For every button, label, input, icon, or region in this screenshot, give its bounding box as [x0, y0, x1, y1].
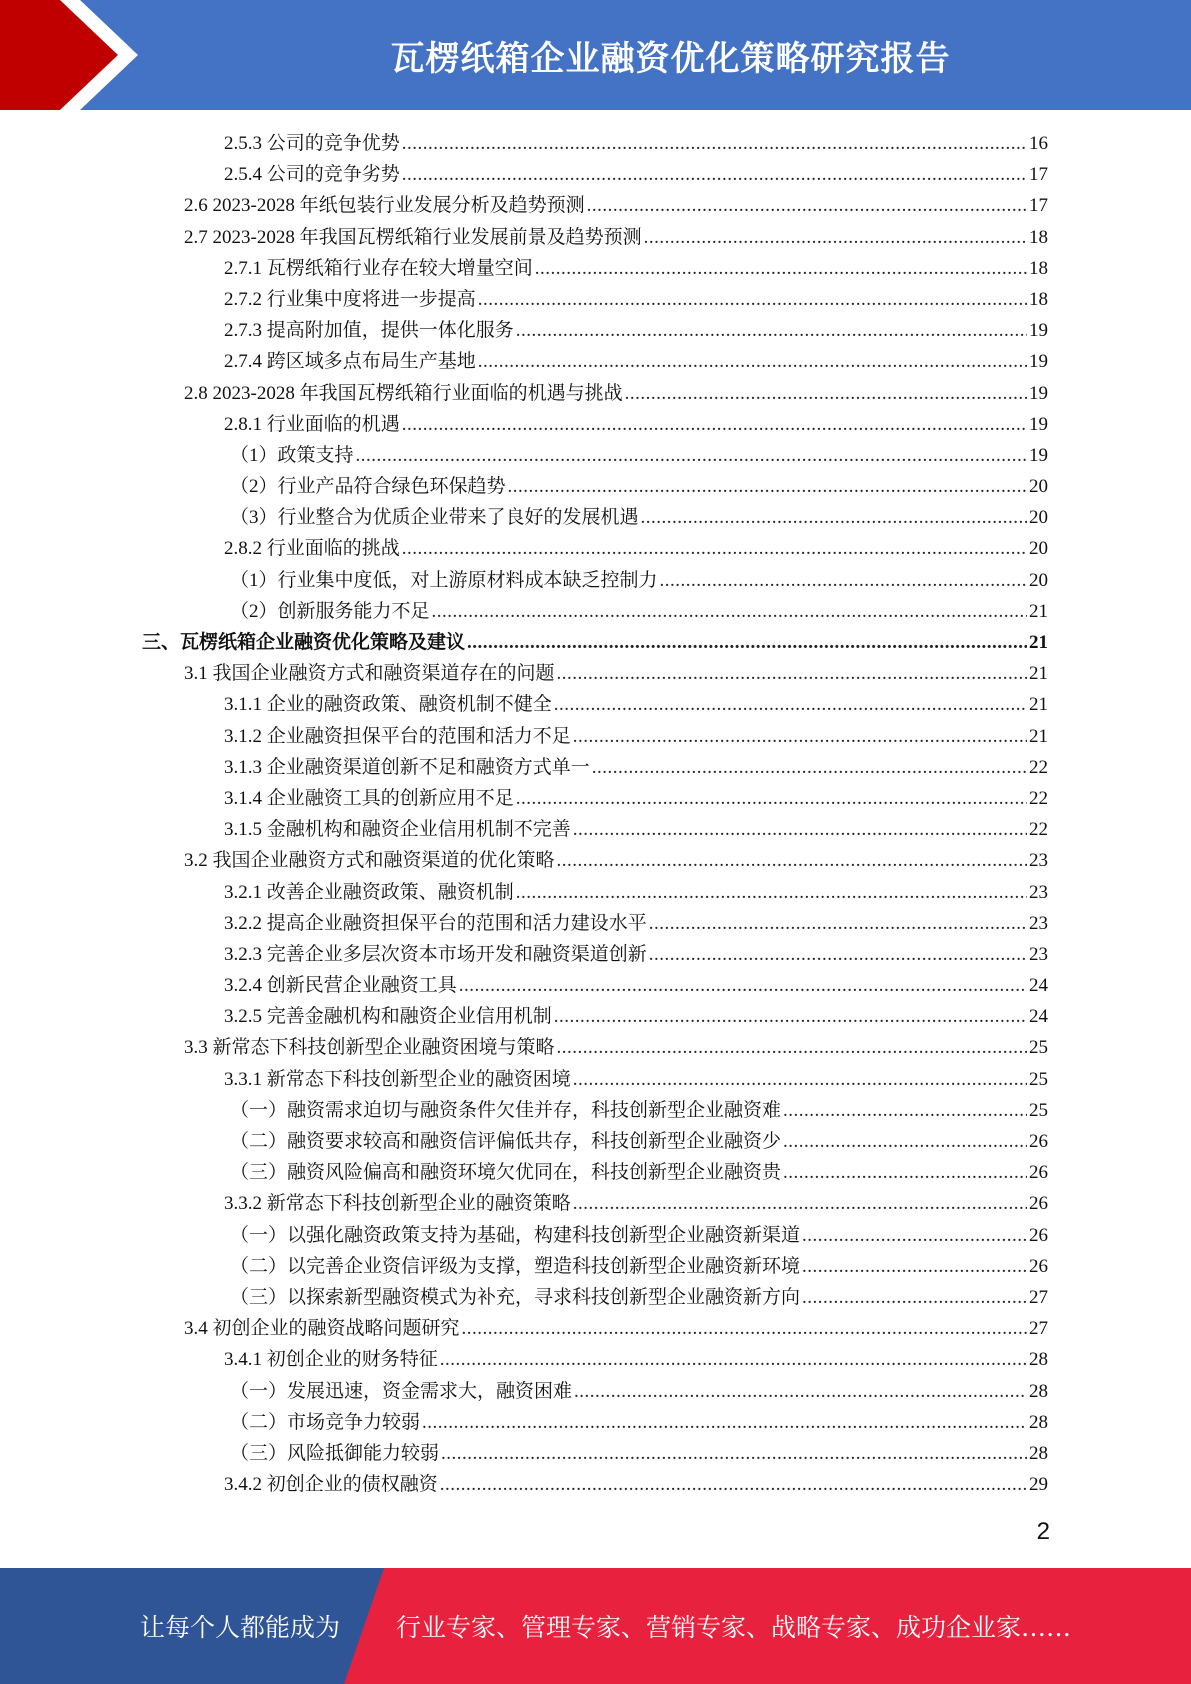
toc-entry-page: 23	[1029, 912, 1048, 934]
toc-entry-label: （三）风险抵御能力较弱	[230, 1442, 440, 1464]
toc-entry[interactable]	[142, 440, 1048, 471]
toc-entry[interactable]	[142, 845, 1048, 876]
toc-entry[interactable]	[142, 721, 1048, 752]
toc-entry[interactable]	[142, 1064, 1048, 1095]
toc-entry-label: 3.2.5 完善金融机构和融资企业信用机制	[224, 1006, 552, 1028]
toc-entry-label: 3.3.1 新常态下科技创新型企业的融资困境	[224, 1068, 571, 1090]
toc-entry-page: 16	[1029, 133, 1048, 154]
toc-entry-label: 2.7 2023-2028 年我国瓦楞纸箱行业发展前景及趋势预测	[184, 226, 642, 248]
toc-leader-dots	[802, 1282, 1027, 1313]
toc-entry[interactable]	[142, 1376, 1048, 1407]
toc-leader-dots	[554, 1001, 1027, 1032]
toc-entry-page: 25	[1029, 1037, 1048, 1059]
toc-leader-dots	[462, 1313, 1027, 1344]
toc-entry-label: 3.2.4 创新民营企业融资工具	[224, 975, 457, 997]
toc-leader-dots	[573, 814, 1027, 845]
toc-leader-dots	[516, 783, 1027, 814]
toc-leader-dots	[402, 409, 1027, 440]
toc-entry[interactable]	[142, 1469, 1048, 1500]
toc-leader-dots	[625, 378, 1027, 409]
toc-entry-label: 三、瓦楞纸箱企业融资优化策略及建议	[142, 632, 466, 653]
report-title: 瓦楞纸箱企业融资优化策略研究报告	[390, 38, 951, 79]
toc-leader-dots	[660, 565, 1027, 596]
toc-entry-page: 19	[1029, 413, 1048, 435]
toc-entry-page: 20	[1029, 538, 1048, 560]
toc-entry-label: 3.1.4 企业融资工具的创新应用不足	[224, 787, 514, 809]
toc-leader-dots	[644, 222, 1027, 253]
toc-entry-label: （2）行业产品符合绿色环保趋势	[230, 476, 506, 498]
toc-leader-dots	[783, 1126, 1027, 1157]
toc-entry[interactable]	[142, 1251, 1048, 1282]
toc-entry[interactable]	[142, 1032, 1048, 1063]
toc-entry-page: 21	[1029, 663, 1048, 685]
toc-entry-label: （三）以探索新型融资模式为补充，寻求科技创新型企业融资新方向	[230, 1286, 801, 1308]
toc-entry-page: 18	[1029, 257, 1048, 279]
toc-entry-page: 21	[1029, 725, 1048, 747]
page-number: 2	[1036, 1518, 1050, 1545]
toc-entry-page: 17	[1029, 164, 1048, 186]
toc-entry-label: 3.2.2 提高企业融资担保平台的范围和活力建设水平	[224, 912, 647, 934]
toc-entry[interactable]	[142, 970, 1048, 1001]
toc-entry-page: 20	[1029, 507, 1048, 529]
toc-entry-label: 2.8 2023-2028 年我国瓦楞纸箱行业面临的机遇与挑战	[184, 382, 623, 404]
toc-entry-page: 26	[1029, 1193, 1048, 1215]
toc-entry-label: （一）融资需求迫切与融资条件欠佳并存，科技创新型企业融资难	[230, 1099, 782, 1121]
toc-entry[interactable]	[142, 378, 1048, 409]
toc-leader-dots	[440, 1344, 1027, 1375]
toc-entry[interactable]	[142, 284, 1048, 315]
toc-leader-dots	[459, 970, 1027, 1001]
toc-entry[interactable]	[142, 1126, 1048, 1157]
toc-leader-dots	[557, 658, 1027, 689]
toc-entry-page: 23	[1029, 943, 1048, 965]
toc-entry-page: 25	[1029, 1099, 1048, 1121]
toc-leader-dots	[573, 1064, 1027, 1095]
toc-entry-label: 2.8.1 行业面临的机遇	[224, 413, 400, 435]
toc-leader-dots	[649, 908, 1027, 939]
toc-leader-dots	[422, 1407, 1027, 1438]
toc-entry-label: （2）创新服务能力不足	[230, 600, 430, 622]
toc-entry-page: 25	[1029, 1068, 1048, 1090]
toc-entry-page: 23	[1029, 850, 1048, 872]
toc-entry-label: 3.2.3 完善企业多层次资本市场开发和融资渠道创新	[224, 943, 647, 965]
toc-leader-dots	[402, 159, 1027, 190]
toc-leader-dots	[557, 1032, 1027, 1063]
toc-entry-page: 18	[1029, 288, 1048, 310]
toc-entry-label: 2.7.4 跨区域多点布局生产基地	[224, 351, 476, 373]
toc-entry-label: 2.7.1 瓦楞纸箱行业存在较大增量空间	[224, 257, 533, 279]
toc-entry-page: 17	[1029, 195, 1048, 217]
toc-entry-page: 22	[1029, 787, 1048, 809]
toc-leader-dots	[508, 471, 1027, 502]
toc-entry-label: 3.3 新常态下科技创新型企业融资困境与策略	[184, 1037, 555, 1059]
toc-entry[interactable]	[142, 1344, 1048, 1375]
toc-entry-page: 29	[1029, 1474, 1048, 1496]
toc-entry-label: 3.2 我国企业融资方式和融资渠道的优化策略	[184, 850, 555, 872]
toc-leader-dots	[574, 1376, 1027, 1407]
toc-entry-page: 26	[1029, 1162, 1048, 1184]
toc-entry-page: 28	[1029, 1349, 1048, 1371]
toc-entry-label: （一）发展迅速，资金需求大，融资困难	[230, 1380, 573, 1402]
toc-entry[interactable]	[142, 939, 1048, 970]
toc-entry-label: （1）政策支持	[230, 444, 354, 466]
toc-entry[interactable]	[142, 315, 1048, 346]
toc-leader-dots	[802, 1220, 1027, 1251]
toc-leader-dots	[402, 128, 1027, 159]
toc-entry-label: 3.2.1 改善企业融资政策、融资机制	[224, 881, 514, 903]
footer-slogan-left: 让每个人都能成为	[140, 1613, 341, 1642]
toc-entry[interactable]	[142, 783, 1048, 814]
toc-leader-dots	[467, 627, 1027, 658]
toc-entry-page: 22	[1029, 819, 1048, 841]
toc-entry[interactable]	[142, 1095, 1048, 1126]
toc-entry[interactable]	[142, 159, 1048, 190]
toc-entry[interactable]	[142, 565, 1048, 596]
toc-entry-page: 23	[1029, 881, 1048, 903]
toc-entry-page: 28	[1029, 1411, 1048, 1433]
toc-leader-dots	[783, 1157, 1027, 1188]
toc-entry[interactable]	[142, 409, 1048, 440]
toc-entry-label: 2.7.2 行业集中度将进一步提高	[224, 288, 476, 310]
toc-leader-dots	[441, 1438, 1027, 1469]
toc-entry[interactable]	[142, 346, 1048, 377]
toc-entry[interactable]	[142, 1438, 1048, 1469]
toc-entry-label: 2.7.3 提高附加值，提供一体化服务	[224, 320, 514, 342]
arrow-logo-icon	[0, 0, 170, 110]
toc-entry-label: 3.1.3 企业融资渠道创新不足和融资方式单一	[224, 756, 590, 778]
toc-entry-page: 28	[1029, 1442, 1048, 1464]
toc-leader-dots	[783, 1095, 1027, 1126]
toc-entry-label: （二）以完善企业资信评级为支撑，塑造科技创新型企业融资新环境	[230, 1255, 801, 1277]
toc-leader-dots	[573, 1188, 1027, 1219]
toc-entry-label: （3）行业整合为优质企业带来了良好的发展机遇	[230, 507, 639, 529]
toc-entry-page: 24	[1029, 975, 1048, 997]
toc-leader-dots	[587, 190, 1027, 221]
toc-entry-label: （一）以强化融资政策支持为基础，构建科技创新型企业融资新渠道	[230, 1224, 801, 1246]
toc-entry-page: 24	[1029, 1006, 1048, 1028]
toc-entry-page: 28	[1029, 1380, 1048, 1402]
toc-entry-page: 26	[1029, 1131, 1048, 1152]
toc-entry-page: 19	[1029, 351, 1048, 373]
toc-entry[interactable]	[142, 689, 1048, 720]
toc-entry-page: 19	[1029, 444, 1048, 466]
toc-entry-page: 22	[1029, 756, 1048, 778]
toc-entry[interactable]	[142, 1188, 1048, 1219]
toc-entry-label: 3.1.1 企业的融资政策、融资机制不健全	[224, 694, 552, 716]
toc-leader-dots	[535, 253, 1027, 284]
toc-entry-label: 3.4 初创企业的融资战略问题研究	[184, 1318, 460, 1340]
toc-entry-label: 3.4.2 初创企业的债权融资	[224, 1474, 438, 1496]
toc-entry[interactable]	[142, 502, 1048, 533]
toc-leader-dots	[649, 939, 1027, 970]
toc-entry-page: 19	[1029, 382, 1048, 404]
toc-entry-page: 26	[1029, 1224, 1048, 1246]
toc-entry[interactable]	[142, 1001, 1048, 1032]
toc-entry-label: （三）融资风险偏高和融资环境欠优同在，科技创新型企业融资贵	[230, 1162, 782, 1184]
toc-leader-dots	[554, 689, 1027, 720]
toc-entry[interactable]	[142, 627, 1048, 658]
toc-entry[interactable]	[142, 908, 1048, 939]
toc-leader-dots	[592, 752, 1027, 783]
toc-entry[interactable]	[142, 190, 1048, 221]
toc-leader-dots	[478, 284, 1027, 315]
toc-leader-dots	[573, 721, 1027, 752]
toc-entry-page: 26	[1029, 1255, 1048, 1277]
toc-leader-dots	[557, 845, 1027, 876]
toc-entry[interactable]	[142, 1157, 1048, 1188]
toc-entry[interactable]	[142, 533, 1048, 564]
table-of-contents	[142, 128, 1048, 1500]
toc-entry-page: 21	[1029, 694, 1048, 716]
toc-entry-label: 3.1 我国企业融资方式和融资渠道存在的问题	[184, 663, 555, 685]
toc-entry-label: 2.5.4 公司的竞争劣势	[224, 164, 400, 186]
toc-entry-label: 2.6 2023-2028 年纸包装行业发展分析及趋势预测	[184, 195, 585, 217]
toc-entry-label: 2.5.3 公司的竞争优势	[224, 133, 400, 154]
toc-entry-page: 21	[1029, 600, 1048, 622]
toc-entry-page: 27	[1029, 1318, 1048, 1340]
toc-leader-dots	[356, 440, 1027, 471]
toc-entry-label: （1）行业集中度低，对上游原材料成本缺乏控制力	[230, 569, 658, 591]
toc-leader-dots	[440, 1469, 1027, 1500]
toc-entry[interactable]	[142, 128, 1048, 159]
toc-entry-label: 2.8.2 行业面临的挑战	[224, 538, 400, 560]
toc-entry-page: 20	[1029, 569, 1048, 591]
toc-leader-dots	[516, 877, 1027, 908]
toc-leader-dots	[516, 315, 1027, 346]
toc-entry[interactable]	[142, 877, 1048, 908]
toc-entry-page: 21	[1029, 632, 1048, 653]
toc-entry-label: 3.3.2 新常态下科技创新型企业的融资策略	[224, 1193, 571, 1215]
toc-entry-page: 18	[1029, 226, 1048, 248]
toc-leader-dots	[641, 502, 1027, 533]
toc-entry[interactable]	[142, 1282, 1048, 1313]
toc-entry-label: 3.1.2 企业融资担保平台的范围和活力不足	[224, 725, 571, 747]
page-header	[0, 0, 1191, 110]
toc-entry[interactable]	[142, 1407, 1048, 1438]
toc-entry[interactable]	[142, 596, 1048, 627]
toc-leader-dots	[802, 1251, 1027, 1282]
toc-entry-page: 27	[1029, 1286, 1048, 1308]
toc-entry[interactable]	[142, 222, 1048, 253]
toc-entry[interactable]	[142, 1313, 1048, 1344]
toc-entry-label: （二）融资要求较高和融资信评偏低共存，科技创新型企业融资少	[230, 1131, 782, 1152]
toc-entry[interactable]	[142, 471, 1048, 502]
toc-entry[interactable]	[142, 752, 1048, 783]
toc-entry-page: 19	[1029, 320, 1048, 342]
toc-entry-page: 20	[1029, 476, 1048, 498]
footer-slogan-right: 行业专家、管理专家、营销专家、战略专家、成功企业家……	[396, 1613, 1072, 1642]
toc-entry-label: （二）市场竞争力较弱	[230, 1411, 421, 1433]
toc-leader-dots	[402, 533, 1027, 564]
toc-entry[interactable]	[142, 814, 1048, 845]
toc-entry-label: 3.4.1 初创企业的财务特征	[224, 1349, 438, 1371]
toc-leader-dots	[478, 346, 1027, 377]
toc-entry[interactable]	[142, 253, 1048, 284]
page-footer	[0, 1568, 1191, 1684]
toc-leader-dots	[432, 596, 1027, 627]
toc-entry-label: 3.1.5 金融机构和融资企业信用机制不完善	[224, 819, 571, 841]
toc-entry[interactable]	[142, 1220, 1048, 1251]
toc-entry[interactable]	[142, 658, 1048, 689]
